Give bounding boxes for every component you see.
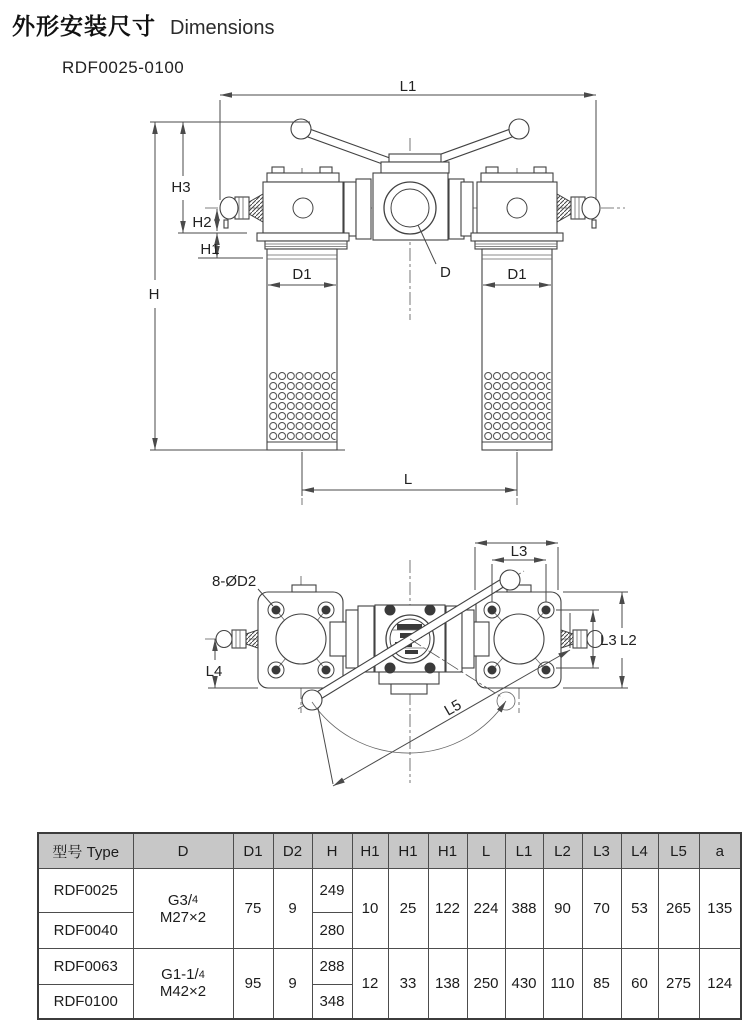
value-cell-h1b: 33 [388, 949, 428, 1019]
page-title [12, 8, 274, 41]
value-cell-l4: 53 [621, 869, 658, 949]
model-range-label: RDF0025-0100 [62, 58, 185, 77]
column-header-d: D [133, 833, 233, 869]
value-cell-d1: 95 [233, 949, 273, 1019]
thread-cell [133, 869, 233, 949]
column-header-l: L [467, 833, 505, 869]
column-header-h: H [312, 833, 352, 869]
value-cell-d1: 75 [233, 869, 273, 949]
column-header-type: 型号 Type [38, 833, 133, 869]
model-cell: RDF0100 [38, 985, 133, 1019]
column-header-d2: D2 [273, 833, 312, 869]
value-cell-l: 250 [467, 949, 505, 1019]
value-cell-l2: 110 [543, 949, 582, 1019]
column-header-l3: L3 [582, 833, 621, 869]
column-header-a: a [699, 833, 741, 869]
value-cell-l3: 85 [582, 949, 621, 1019]
table-row [38, 949, 741, 985]
valve-block [344, 154, 473, 240]
thread-line2: M27×2 [159, 908, 207, 926]
dimension-label-l5: L5 [441, 696, 465, 720]
model-cell: RDF0025 [38, 869, 133, 913]
value-cell-l3: 70 [582, 869, 621, 949]
title-english: Dimensions [170, 17, 275, 39]
value-cell-l2: 90 [543, 869, 582, 949]
column-header-h1a: H1 [352, 833, 388, 869]
column-header-d1: D1 [233, 833, 273, 869]
dimension-label-d: D [440, 264, 451, 281]
value-cell-l1: 430 [505, 949, 543, 1019]
model-cell: RDF0063 [38, 949, 133, 985]
dimension-label-l: L [403, 471, 413, 488]
value-cell-l1: 388 [505, 869, 543, 949]
filter-right [471, 167, 600, 450]
dimension-label-l3-top: L3 [510, 543, 528, 560]
value-cell-h-bottom: 280 [312, 913, 352, 949]
value-cell-l4: 60 [621, 949, 658, 1019]
dimension-label-l4: L4 [205, 663, 223, 680]
thread-line1: G3/ 4 [167, 891, 199, 909]
flange-left [216, 585, 356, 688]
flange-right [463, 585, 603, 688]
bolt-callout-label: 8-ØD2 [212, 573, 257, 590]
column-header-l2: L2 [543, 833, 582, 869]
value-cell-h1a: 12 [352, 949, 388, 1019]
value-cell-a: 135 [699, 869, 741, 949]
table-row [38, 869, 741, 913]
title-chinese: 外形安装尺寸 [12, 13, 156, 39]
model-cell: RDF0040 [38, 913, 133, 949]
dimensions-table [37, 832, 742, 1020]
thread-line2: M42×2 [159, 983, 207, 1001]
value-cell-d2: 9 [273, 869, 312, 949]
dimension-label-h2: H2 [192, 214, 212, 231]
column-header-h1c: H1 [428, 833, 467, 869]
column-header-l5: L5 [658, 833, 699, 869]
value-cell-h1a: 10 [352, 869, 388, 949]
table-header-row [38, 833, 741, 869]
dimension-label-h1: H1 [200, 241, 220, 258]
column-header-l4: L4 [621, 833, 658, 869]
dimension-label-d1-right: D1 [507, 266, 527, 283]
value-cell-a: 124 [699, 949, 741, 1019]
value-cell-l5: 275 [658, 949, 699, 1019]
column-header-l1: L1 [505, 833, 543, 869]
dimension-label-l3-right: L3 [600, 632, 617, 649]
value-cell-h1b: 25 [388, 869, 428, 949]
valve-top [375, 605, 445, 695]
value-cell-h-top: 249 [312, 869, 352, 913]
value-cell-l5: 265 [658, 869, 699, 949]
dimension-label-d1-left: D1 [292, 266, 312, 283]
column-header-h1b: H1 [388, 833, 428, 869]
value-cell-h-top: 288 [312, 949, 352, 985]
value-cell-h1c: 138 [428, 949, 467, 1019]
value-cell-d2: 9 [273, 949, 312, 1019]
value-cell-h-bottom: 348 [312, 985, 352, 1019]
dimension-label-l1: L1 [399, 80, 417, 95]
value-cell-l: 224 [467, 869, 505, 949]
value-cell-h1c: 122 [428, 869, 467, 949]
dimension-label-h3: H3 [171, 179, 191, 196]
thread-line1: G1-1/ 4 [161, 966, 205, 984]
thread-cell [133, 949, 233, 1019]
dimension-label-h: H [148, 286, 160, 303]
dimension-label-l2: L2 [620, 632, 637, 649]
top-view-drawing [0, 518, 750, 813]
filter-left [220, 167, 349, 450]
front-view-drawing [0, 80, 750, 520]
